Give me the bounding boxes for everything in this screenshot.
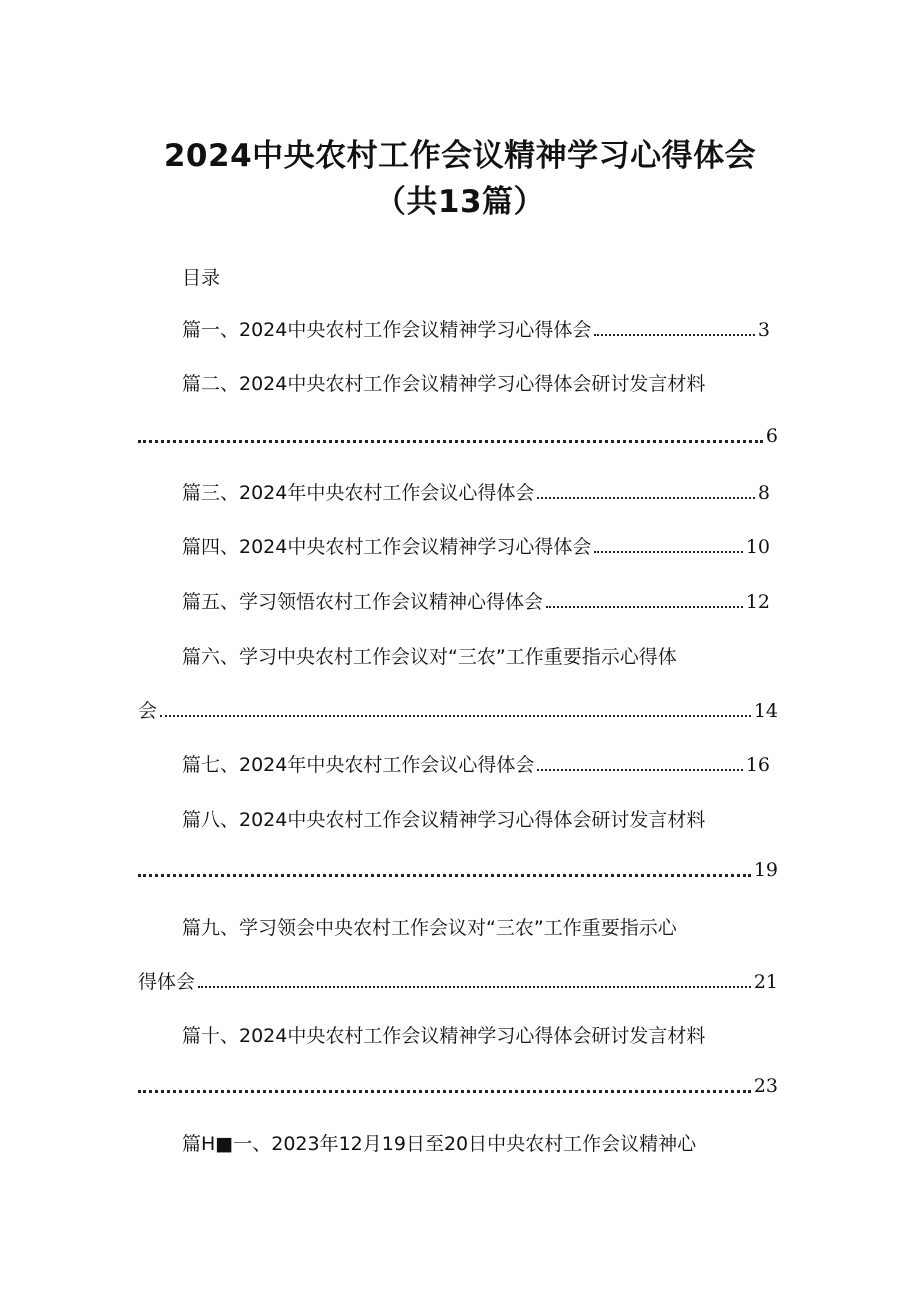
toc-entry-title: 篇三、2024年中央农村工作会议心得体会 — [182, 482, 535, 504]
toc-entry-3[interactable] — [182, 476, 770, 506]
dot-leader — [594, 551, 742, 553]
toc-entry-8[interactable] — [182, 803, 705, 833]
dot-leader — [160, 715, 751, 717]
toc-entry-page: 21 — [753, 971, 778, 993]
toc-entry-page: 6 — [765, 425, 778, 447]
toc-entry-title-cont: 会 — [138, 700, 158, 722]
dot-leader — [537, 769, 742, 771]
toc-entry-9-continuation[interactable] — [138, 965, 778, 995]
document-title: 2024中央农村工作会议精神学习心得体会 — [163, 138, 757, 174]
toc-entry-title: 篇一、2024中央农村工作会议精神学习心得体会 — [182, 319, 592, 341]
toc-entry-4[interactable] — [182, 530, 770, 560]
toc-entry-page: 12 — [745, 591, 770, 613]
toc-entry-title: 篇五、学习领悟农村工作会议精神心得体会 — [182, 591, 544, 613]
toc-entry-6-continuation[interactable] — [138, 694, 778, 724]
toc-entry-page: 23 — [753, 1075, 778, 1097]
toc-entry-page: 3 — [757, 319, 770, 341]
toc-entry-6[interactable] — [182, 640, 677, 670]
toc-entry-title: 篇十、2024中央农村工作会议精神学习心得体会研讨发言材料 — [182, 1025, 706, 1047]
toc-entry-title: 篇H■一、2023年12月19日至20日中央农村工作会议精神心 — [182, 1133, 697, 1155]
toc-entry-2[interactable] — [182, 367, 705, 397]
toc-entry-title: 篇七、2024年中央农村工作会议心得体会 — [182, 754, 535, 776]
toc-entry-title-cont: 得体会 — [138, 971, 196, 993]
toc-heading: 目录 — [182, 267, 221, 289]
toc-entry-title: 篇二、2024中央农村工作会议精神学习心得体会研讨发言材料 — [182, 373, 706, 395]
toc-entry-title: 篇九、学习领会中央农村工作会议对“三农”工作重要指示心 — [182, 917, 677, 939]
toc-entry-title: 篇四、2024中央农村工作会议精神学习心得体会 — [182, 536, 592, 558]
dot-leader — [594, 334, 755, 336]
toc-entry-10[interactable] — [182, 1019, 705, 1049]
toc-entry-page: 8 — [757, 482, 770, 504]
toc-entry-title: 篇八、2024中央农村工作会议精神学习心得体会研讨发言材料 — [182, 809, 706, 831]
toc-entry-title: 篇六、学习中央农村工作会议对“三农”工作重要指示心得体 — [182, 646, 677, 668]
toc-entry-page: 10 — [745, 536, 770, 558]
toc-entry-11[interactable] — [182, 1127, 696, 1157]
toc-entry-page: 14 — [753, 700, 778, 722]
dot-leader — [198, 986, 751, 988]
toc-entry-10-leader-line[interactable] — [138, 1069, 778, 1099]
dot-leader — [138, 440, 763, 443]
toc-entry-9[interactable] — [182, 911, 677, 941]
toc-entry-5[interactable] — [182, 585, 770, 615]
toc-entry-1[interactable] — [182, 313, 770, 343]
toc-entry-7[interactable] — [182, 748, 770, 778]
document-subtitle: （共13篇） — [374, 184, 546, 220]
toc-entry-8-leader-line[interactable] — [138, 853, 778, 883]
dot-leader — [546, 606, 743, 608]
toc-entry-2-leader-line[interactable] — [138, 419, 778, 449]
toc-entry-page: 16 — [745, 754, 770, 776]
dot-leader — [537, 497, 755, 499]
dot-leader — [138, 1090, 751, 1093]
toc-entry-page: 19 — [753, 859, 778, 881]
dot-leader — [138, 874, 751, 877]
